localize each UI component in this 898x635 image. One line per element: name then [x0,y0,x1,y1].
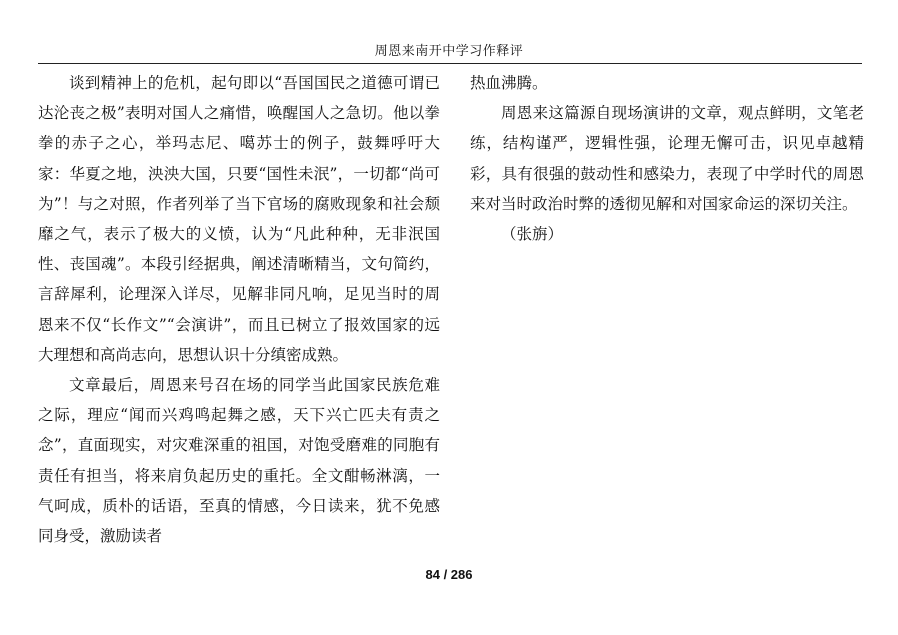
body-paragraph: 文章最后，周恩来号召在场的同学当此国家民族危难之际，理应“闻而兴鸡鸣起舞之感，天下兴亡匹夫有责之念”，直面现实，对灾难深重的祖国，对饱受磨难的同胞有责任有担当，将来肩负起历史的重托。全文酣畅淋漓，一气呵成，质朴的话语，至真的情感，今日读来，犹不免感同身受，激励读者 [38,376,440,546]
page-number: 84 / 286 [425,567,473,582]
body-paragraph: 谈到精神上的危机，起句即以“吾国国民之道德可谓已达沦丧之极”表明对国人之痛惜，唤醒国人之急切。他以拳拳的赤子之心，举玛志尼、噶苏士的例子，鼓舞呼吁大家：华夏之地，泱泱大国，只要“国性未泯”，一切都“尚可为”！与之对照，作者列举了当下官场的腐败现象和社会颓靡之气，表示了极大的义愤，认为“凡此种种，无非泯国性、丧国魂”。本段引经据典，阐述清晰精当，文句简约，言辞犀利，论理深入详尽，见解非同凡响，足见当时的周恩来不仅“长作文”“会演讲”，而且已树立了报效国家的远大理想和高尚志向，思想认识十分缜密成熟。 [38,74,440,364]
paragraph-continuation: 热血沸腾。 [470,74,548,92]
header-rule [38,63,862,64]
left-column [38,68,440,551]
author-signature: （张旃） [501,225,564,244]
right-column [470,68,864,249]
body-paragraph: 周恩来这篇源自现场演讲的文章，观点鲜明，文笔老练，结构谨严，逻辑性强，论理无懈可击，识见卓越精彩，具有很强的鼓动性和感染力，表现了中学时代的周恩来对当时政治时弊的透彻见解和对国家命运的深切关注。 [470,104,864,213]
running-header: 周恩来南开中学习作释评 [374,44,524,59]
